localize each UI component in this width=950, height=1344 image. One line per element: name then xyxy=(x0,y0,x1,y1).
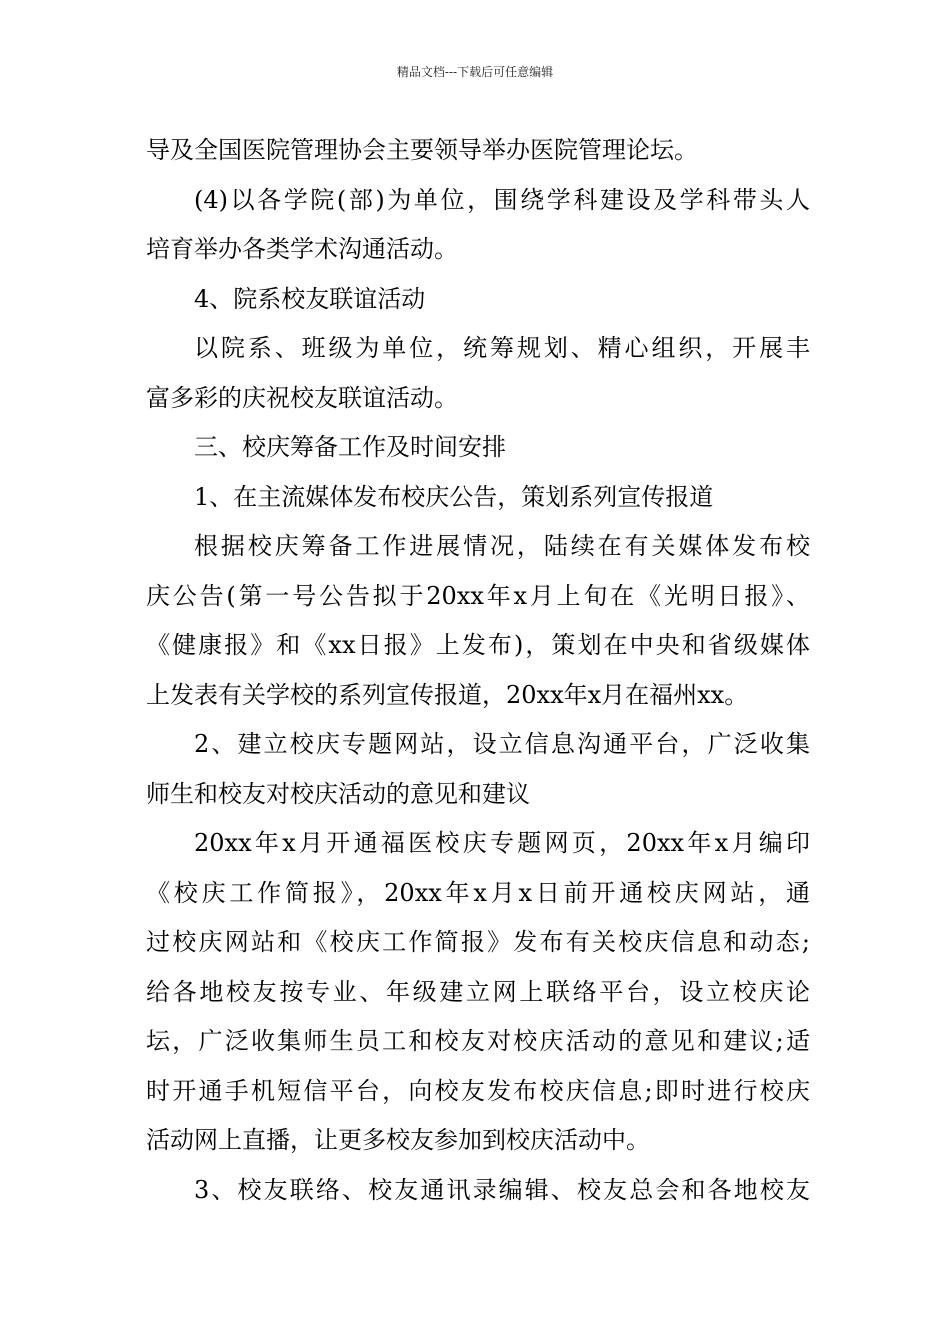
text-line: 《校庆工作简报》，20xx年x月x日前开通校庆网站，通 xyxy=(146,878,810,907)
text-line: 富多彩的庆祝校友联谊活动。 xyxy=(146,383,458,412)
text-line: 根据校庆筹备工作进展情况，陆续在有关媒体发布校 xyxy=(194,532,810,560)
text-line: 以院系、班级为单位，统筹规划、精心组织，开展丰 xyxy=(194,334,810,362)
text-line: 《健康报》和《xx日报》上发布)，策划在中央和省级媒体 xyxy=(146,631,810,659)
text-line: 时开通手机短信平台，向校友发布校庆信息;即时进行校庆 xyxy=(146,1076,810,1105)
text-line: 师生和校友对校庆活动的意见和建议 xyxy=(146,779,530,808)
text-line: 活动网上直播，让更多校友参加到校庆活动中。 xyxy=(146,1126,650,1154)
text-line: 上发表有关学校的系列宣传报道，20xx年x月在福州xx。 xyxy=(146,680,749,709)
text-line: 过校庆网站和《校庆工作简报》发布有关校庆信息和动态; xyxy=(146,928,810,956)
text-line: 4、院系校友联谊活动 xyxy=(194,284,426,313)
text-line: 2、建立校庆专题网站，设立信息沟通平台，广泛收集 xyxy=(194,730,810,758)
text-line: 1、在主流媒体发布校庆公告，策划系列宣传报道 xyxy=(194,482,714,511)
text-line: 培育举办各类学术沟通活动。 xyxy=(146,235,458,263)
text-line: 坛，广泛收集师生员工和校友对校庆活动的意见和建议;适 xyxy=(146,1027,810,1055)
text-line: 庆公告(第一号公告拟于20xx年x月上旬在《光明日报》、 xyxy=(146,581,810,610)
text-line: 3、校友联络、校友通讯录编辑、校友总会和各地校友 xyxy=(194,1175,810,1204)
text-line: 给各地校友按专业、年级建立网上联络平台，设立校庆论 xyxy=(146,977,810,1006)
text-line: 20xx年x月开通福医校庆专题网页，20xx年x月编印 xyxy=(194,829,810,857)
document-body xyxy=(146,126,810,1215)
text-line: 三、校庆筹备工作及时间安排 xyxy=(194,433,506,461)
text-line: (4)以各学院(部)为单位，围绕学科建设及学科带头人 xyxy=(194,185,810,214)
text-line: 导及全国医院管理协会主要领导举办医院管理论坛。 xyxy=(146,136,698,164)
page-header: 精品文档---下载后可任意编辑 xyxy=(396,65,554,79)
